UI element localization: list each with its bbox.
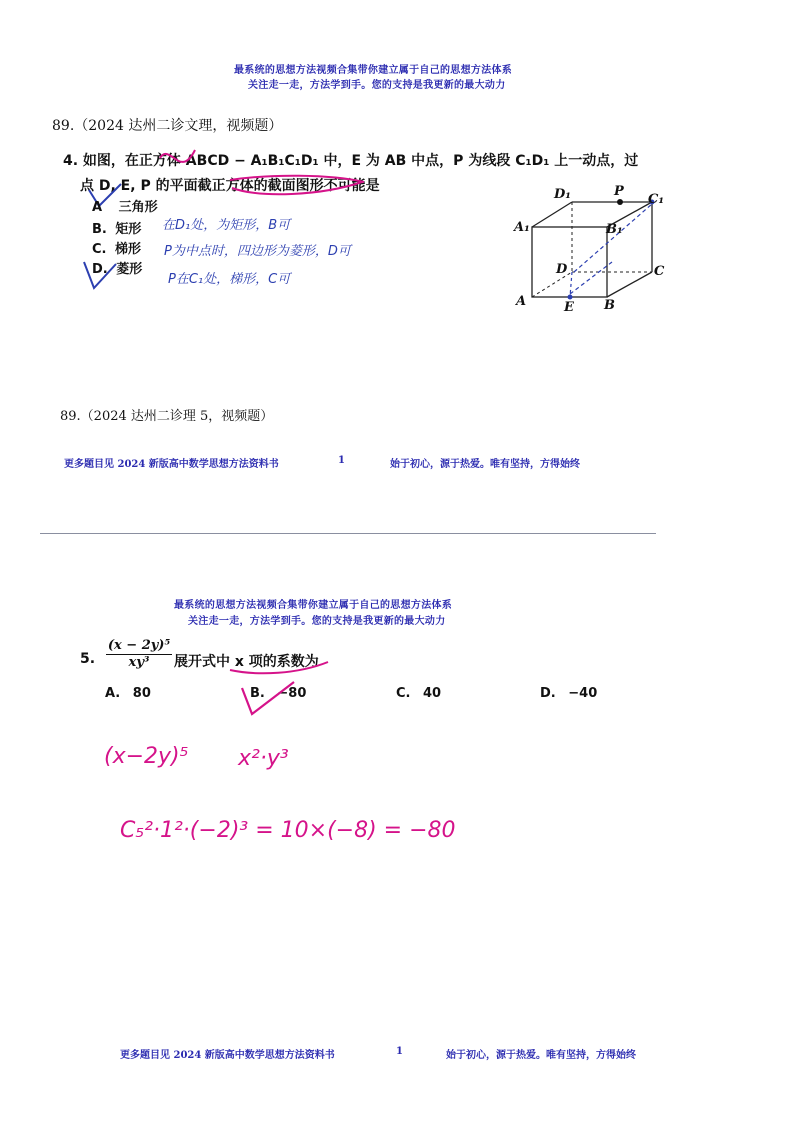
- option-letter: D: [92, 262, 103, 277]
- label-c: C: [654, 264, 665, 279]
- footer-right: 始于初心，源于热爱。唯有坚持，方得始终: [446, 1050, 636, 1061]
- point-e-marker: [568, 295, 573, 300]
- option-text: 菱形: [116, 262, 143, 277]
- point-p-marker: [617, 199, 623, 205]
- check-mark-icon: [82, 258, 122, 298]
- pink-underline-marks: [228, 656, 332, 676]
- footer-left: 更多题目见 2024 新版高中数学思想方法资料书: [120, 1050, 335, 1061]
- header-line-2: 关注走一走，方法学到手。您的支持是我更新的最大动力: [188, 616, 446, 627]
- problem-5-text: 展开式中 x 项的系数为: [174, 654, 319, 670]
- label-d1: D₁: [554, 187, 571, 202]
- check-mark-icon: [238, 678, 298, 722]
- option-c: C. 梯形: [92, 242, 142, 257]
- option-letter: C: [92, 242, 102, 257]
- label-b1: B₁: [606, 222, 623, 237]
- label-c1: C₁: [648, 192, 665, 207]
- handwritten-coefficient: C₅²·1²·(−2)³ = 10×(−8) = −80: [120, 818, 456, 843]
- handwritten-expansion: (x−2y)⁵: [104, 744, 189, 769]
- option-b: B. 矩形: [92, 222, 142, 237]
- option-a: [92, 196, 158, 215]
- problem-5-fraction: [106, 638, 172, 670]
- header-line-1: 最系统的思想方法视频合集带你建立属于自己的思想方法体系: [174, 600, 453, 611]
- handwritten-note-c: P为中点时，四边形为菱形，D可: [164, 244, 351, 259]
- footer-right: 始于初心，源于热爱。唯有坚持，方得始终: [390, 459, 580, 470]
- option-c: [396, 686, 441, 701]
- option-text: 矩形: [115, 222, 142, 237]
- label-a1: A₁: [514, 220, 530, 235]
- problem-5-number: 5.: [80, 651, 96, 667]
- pink-underline-marks: [150, 140, 380, 200]
- option-text: 梯形: [115, 242, 142, 257]
- label-p: P: [614, 184, 624, 199]
- label-a: A: [516, 294, 527, 309]
- footer-left: 更多题目见 2024 新版高中数学思想方法资料书: [64, 459, 279, 470]
- handwritten-term: x²·y³: [238, 746, 289, 771]
- option-letter: B: [92, 222, 102, 237]
- page-divider: [40, 533, 656, 534]
- question-label: 89.（2024 达州二诊文理，视频题）: [52, 118, 283, 134]
- option-d: D. 菱形: [92, 262, 143, 277]
- option-letter: D.: [540, 686, 556, 701]
- header-line-1: 最系统的思想方法视频合集带你建立属于自己的思想方法体系: [234, 65, 513, 76]
- handwritten-note-b: 在D₁处，为矩形，B可: [162, 218, 291, 233]
- option-letter: A: [92, 200, 103, 215]
- label-d: D: [556, 262, 568, 277]
- footer-page-number: 1: [338, 455, 345, 466]
- fraction-denominator: xy³: [128, 655, 150, 670]
- header-line-2: 关注走一走，方法学到手。您的支持是我更新的最大动力: [248, 80, 506, 91]
- label-e: E: [564, 300, 574, 315]
- option-letter: C.: [396, 686, 411, 701]
- option-letter: B.: [250, 686, 265, 701]
- handwritten-note-d: P在C₁处，梯形，C可: [168, 272, 291, 287]
- problem-4-text-line-1: 4. 如图，在正方体 ABCD − A₁B₁C₁D₁ 中，E 为 AB 中点，P 为线段 C₁D₁ 上一动点，过: [63, 153, 639, 169]
- fraction-numerator: (x − 2y)⁵: [107, 638, 171, 653]
- question-label-2: 89.（2024 达州二诊理 5，视频题）: [60, 409, 274, 424]
- option-text: 80: [132, 686, 151, 701]
- problem-4-text-line-2: 点 D, E, P 的平面截正方体的截面图形不可能是: [80, 178, 380, 194]
- option-text: −80: [277, 686, 307, 701]
- option-text: 40: [423, 686, 442, 701]
- option-a: [105, 686, 151, 701]
- option-text: 三角形: [118, 200, 158, 215]
- option-letter: A.: [105, 686, 121, 701]
- label-b: B: [604, 298, 615, 313]
- footer-page-number: 1: [396, 1046, 403, 1057]
- option-d: [540, 686, 597, 701]
- option-text: −40: [568, 686, 598, 701]
